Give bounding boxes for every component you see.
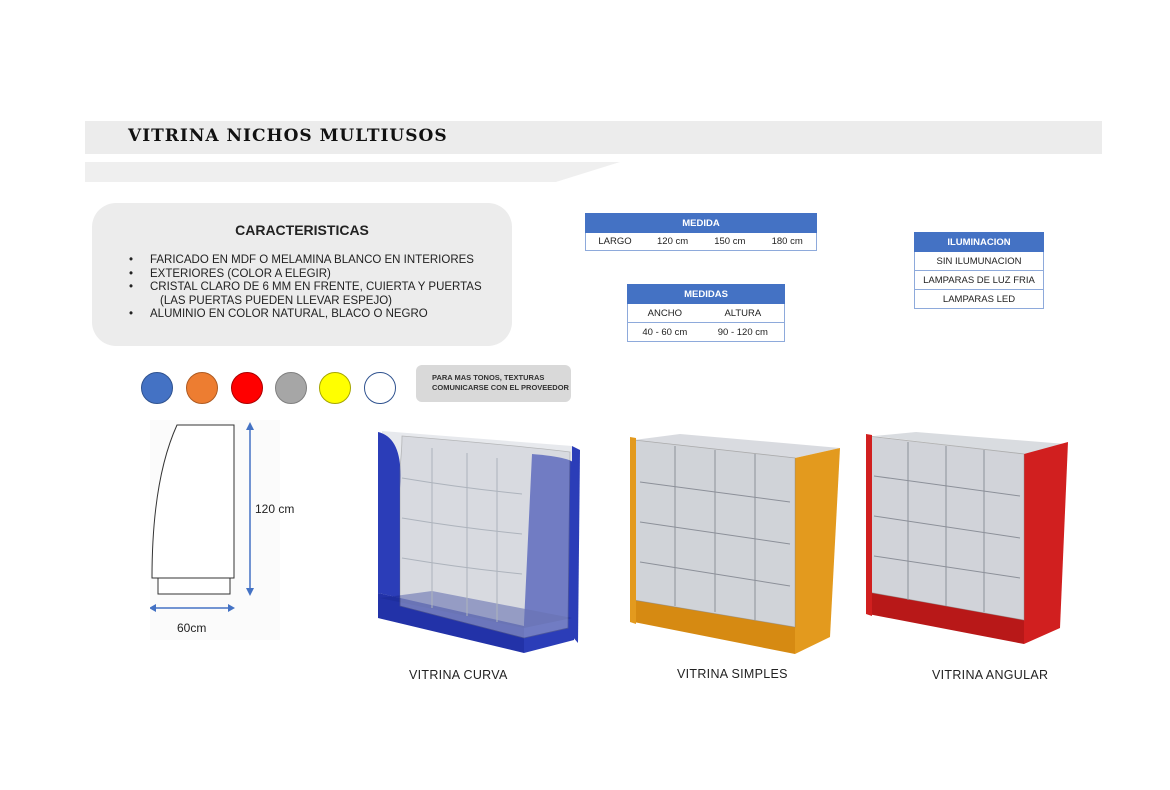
characteristics-heading: CARACTERISTICAS	[235, 222, 369, 238]
list-item: • FARICADO EN MDF O MELAMINA BLANCO EN INTERIORES	[129, 254, 474, 266]
caption-vitrina-simples: VITRINA SIMPLES	[677, 667, 788, 681]
table-iluminacion	[914, 232, 1044, 309]
swatch-gray[interactable]	[275, 372, 307, 404]
swatch-white[interactable]	[364, 372, 396, 404]
title-underline-band	[85, 162, 620, 182]
swatch-yellow[interactable]	[319, 372, 351, 404]
table-row: LAMPARAS LED	[915, 290, 1044, 309]
table-header: MEDIDAS	[628, 285, 785, 304]
product-image-vitrina-curva	[372, 428, 582, 656]
table-row: SIN ILUMUNACION	[915, 252, 1044, 271]
characteristics-list	[129, 254, 482, 322]
list-item: • CRISTAL CLARO DE 6 MM EN FRENTE, CUIERTA Y PUERTAS	[129, 281, 482, 293]
list-item: • EXTERIORES (COLOR A ELEGIR)	[129, 267, 331, 280]
table-row: LAMPARAS DE LUZ FRIA	[915, 271, 1044, 290]
caption-vitrina-angular: VITRINA ANGULAR	[932, 668, 1049, 682]
table-row: LARGO 120 cm 150 cm 180 cm	[586, 233, 817, 251]
swatch-red[interactable]	[231, 372, 263, 404]
table-row: ANCHO ALTURA	[628, 304, 785, 323]
height-label: 120 cm	[255, 502, 295, 516]
table-medidas	[627, 284, 785, 342]
table-row: 40 - 60 cm 90 - 120 cm	[628, 323, 785, 342]
table-medida	[585, 213, 817, 251]
list-item-continuation: (LAS PUERTAS PUEDEN LLEVAR ESPEJO)	[160, 294, 392, 307]
side-profile-drawing	[150, 420, 280, 640]
table-header: MEDIDA	[586, 214, 817, 233]
list-item: • ALUMINIO EN COLOR NATURAL, BLACO O NEGRO	[129, 308, 428, 320]
product-image-vitrina-simples	[630, 432, 845, 660]
product-image-vitrina-angular	[866, 432, 1072, 647]
swatch-orange[interactable]	[186, 372, 218, 404]
table-header: ILUMINACION	[915, 233, 1044, 252]
swatch-blue[interactable]	[141, 372, 173, 404]
caption-vitrina-curva: VITRINA CURVA	[409, 668, 508, 682]
provider-note: PARA MAS TONOS, TEXTURAS COMUNICARSE CON EL PROVEEDOR	[416, 365, 571, 402]
width-label: 60cm	[177, 621, 207, 635]
page-title: VITRINA NICHOS MULTIUSOS	[128, 126, 448, 146]
characteristics-box	[92, 203, 512, 346]
